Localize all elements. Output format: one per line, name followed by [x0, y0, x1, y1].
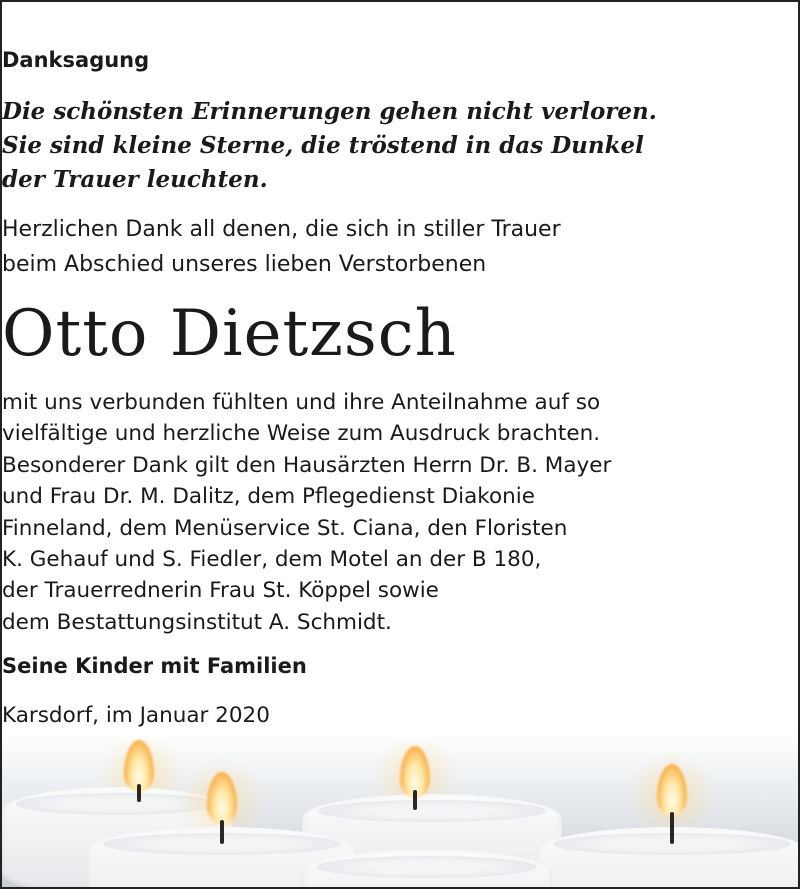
- intro-text: [2, 212, 798, 282]
- heading: Danksagung: [2, 48, 150, 72]
- wick: [137, 784, 141, 802]
- signature: Seine Kinder mit Familien: [2, 654, 307, 678]
- thanks-line: vielfältige und herzliche Weise zum Ausdruck brachten.: [2, 421, 601, 447]
- poem: [2, 95, 798, 197]
- thanks-line: und Frau Dr. M. Dalitz, dem Pflegedienst Diakonie: [2, 484, 535, 510]
- thanks-line: der Trauerrednerin Frau St. Köppel sowie: [2, 578, 439, 604]
- thanks-line: K. Gehauf und S. Fiedler, dem Motel an der B 180,: [2, 547, 542, 573]
- thanks-line: dem Bestattungsinstitut A. Schmidt.: [2, 609, 392, 635]
- wick: [670, 812, 674, 844]
- thanks-line: mit uns verbunden fühlten und ihre Anteilnahme auf so: [2, 390, 601, 415]
- intro-line: Herzlichen Dank all denen, die sich in stiller Trauer: [2, 217, 561, 242]
- thanks-line: Besonderer Dank gilt den Hausärzten Herrn Dr. B. Mayer: [2, 452, 612, 478]
- thanks-text: [2, 387, 798, 638]
- intro-line: beim Abschied unseres lieben Verstorbenen: [2, 252, 487, 277]
- place-date: Karsdorf, im Januar 2020: [2, 703, 270, 728]
- candle: [302, 850, 552, 889]
- wick: [413, 790, 417, 810]
- poem-line: Die schönsten Erinnerungen gehen nicht verloren.: [2, 98, 657, 125]
- poem-line: der Trauer leuchten.: [2, 166, 268, 193]
- candle: [537, 827, 800, 889]
- deceased-name: Otto Dietzsch: [2, 297, 457, 371]
- wick: [220, 820, 224, 844]
- poem-line: Sie sind kleine Sterne, die tröstend in das Dunkel: [2, 132, 644, 159]
- candles-image: [2, 732, 798, 887]
- thanks-line: Finneland, dem Menüservice St. Ciana, den Floristen: [2, 515, 568, 541]
